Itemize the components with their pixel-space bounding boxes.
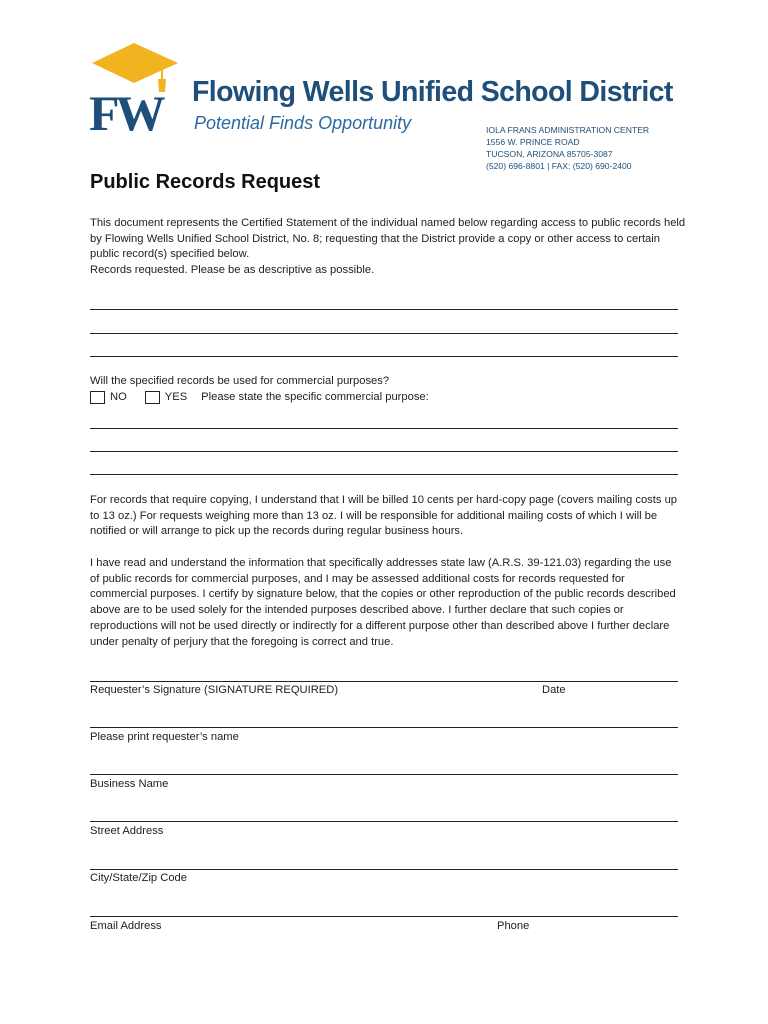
- district-tagline: Potential Finds Opportunity: [194, 113, 412, 133]
- records-requested-line-1[interactable]: [90, 309, 678, 310]
- business-name-label: Business Name: [90, 778, 169, 790]
- commercial-purpose-line-1[interactable]: [90, 428, 678, 429]
- commercial-purpose-line-2[interactable]: [90, 451, 678, 452]
- records-requested-line-2[interactable]: [90, 333, 678, 334]
- date-label: Date: [542, 684, 566, 696]
- email-label: Email Address: [90, 920, 162, 932]
- signature-label: Requester’s Signature (SIGNATURE REQUIRED): [90, 684, 339, 696]
- yes-checkbox[interactable]: [145, 391, 160, 404]
- address-line: 1556 W. PRINCE ROAD: [486, 137, 580, 147]
- requester-name-line[interactable]: [90, 727, 678, 728]
- email-line[interactable]: [90, 916, 678, 917]
- certification-paragraph: I have read and understand the information that specifically addresses state law (A.R.S. 39-121.03) regarding the use of public records for commercial purposes, and I may be assessed additional costs for records requested for commercial purposes. I certify by signature below, that the copies or other reproduction of the public records described above are to be used solely for the intended purposes described above. I further declare that such copies or reproductions will not be used directly or indirectly for a different purpose other than described above I further declare under penalty of perjury that the foregoing is correct and true.: [90, 557, 676, 648]
- no-checkbox[interactable]: [90, 391, 105, 404]
- street-address-label: Street Address: [90, 825, 164, 837]
- commercial-purpose-line-3[interactable]: [90, 474, 678, 475]
- intro-text: [90, 216, 690, 279]
- requester-name-label: Please print requester’s name: [90, 731, 239, 743]
- signature-line[interactable]: [90, 681, 678, 682]
- certified-statement: This document represents the Certified Statement of the individual named below regarding access to public records held by Flowing Wells Unified School District, No. 8; requesting that the District provide a copy or other access to certain public record(s) specified below.: [90, 217, 686, 261]
- commercial-options: [90, 390, 429, 406]
- records-requested-line-3[interactable]: [90, 356, 678, 357]
- logo-letters: FW: [89, 85, 162, 134]
- commercial-question: Will the specified records be used for commercial purposes?: [90, 375, 390, 387]
- district-name: Flowing Wells Unified School District: [192, 76, 673, 108]
- phone-label: Phone: [497, 920, 530, 932]
- records-instruction: Records requested. Please be as descriptive as possible.: [90, 264, 375, 277]
- city-state-zip-line[interactable]: [90, 869, 678, 870]
- purpose-prompt: Please state the specific commercial purpose:: [201, 391, 429, 403]
- street-address-line[interactable]: [90, 821, 678, 822]
- address-line: TUCSON, ARIZONA 85705-3087: [486, 149, 613, 159]
- address-line: IOLA FRANS ADMINISTRATION CENTER: [486, 125, 650, 135]
- city-state-zip-label: City/State/Zip Code: [90, 872, 188, 884]
- copying-paragraph: For records that require copying, I understand that I will be billed 10 cents per hard-copy page (covers mailing costs up to 13 oz.) For requests weighing more than 13 oz. I will be responsible for additional mailing costs of which I will be notified or will arrange to pick up the records during regular business hours.: [90, 494, 678, 538]
- address-block: [486, 124, 649, 172]
- no-label: NO: [110, 391, 127, 403]
- graduation-cap-fw-logo-icon: [88, 42, 184, 134]
- yes-label: YES: [164, 391, 188, 403]
- page-title: Public Records Request: [90, 171, 321, 193]
- address-line: (520) 696-8801 | FAX: (520) 690-2400: [486, 161, 632, 171]
- business-name-line[interactable]: [90, 774, 678, 775]
